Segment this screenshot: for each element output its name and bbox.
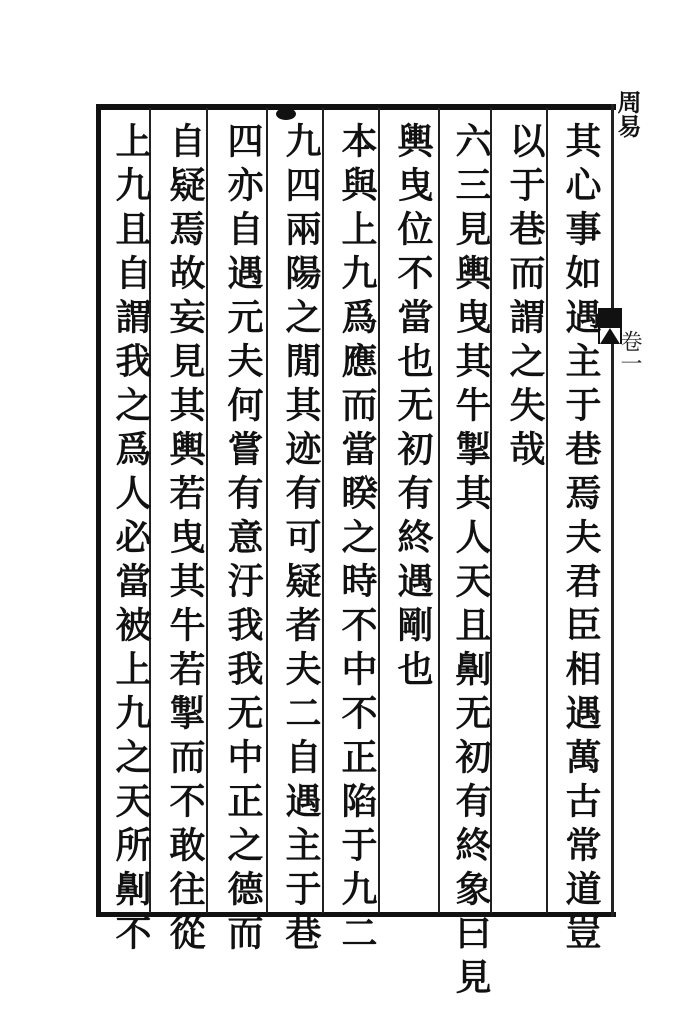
column-divider	[438, 108, 440, 913]
text-column-2: 以于巷而謂之失哉	[504, 122, 546, 474]
text-column-4: 輿曳位不當也无初有終遇剛也	[392, 122, 434, 694]
frame-left-rule	[96, 104, 101, 917]
margin-title: 周易	[613, 90, 642, 138]
frame-top-rule	[96, 104, 616, 110]
text-column-3: 六三見輿曳其牛掣其人天且劓无初有終象曰見	[450, 122, 492, 1002]
text-column-7: 四亦自遇元夫何嘗有意汙我我无中正之德而	[222, 122, 264, 958]
frame-right-rule	[611, 104, 614, 917]
corner-mark	[276, 108, 296, 120]
text-column-1: 其心事如遇主于巷焉夫君臣相遇萬古常道豈	[560, 122, 602, 958]
text-column-6: 九四兩陽之閒其迹有可疑者夫二自遇主于巷	[280, 122, 322, 958]
text-column-8: 自疑焉故妄見其輿若曳其牛若掣而不敢往從	[164, 122, 206, 958]
text-column-5: 本與上九爲應而當睽之時不中不正陷于九二	[336, 122, 378, 958]
text-column-9: 上九且自謂我之爲人必當被上九之天所劓不	[110, 122, 152, 958]
margin-folio: 卷一	[617, 330, 642, 374]
